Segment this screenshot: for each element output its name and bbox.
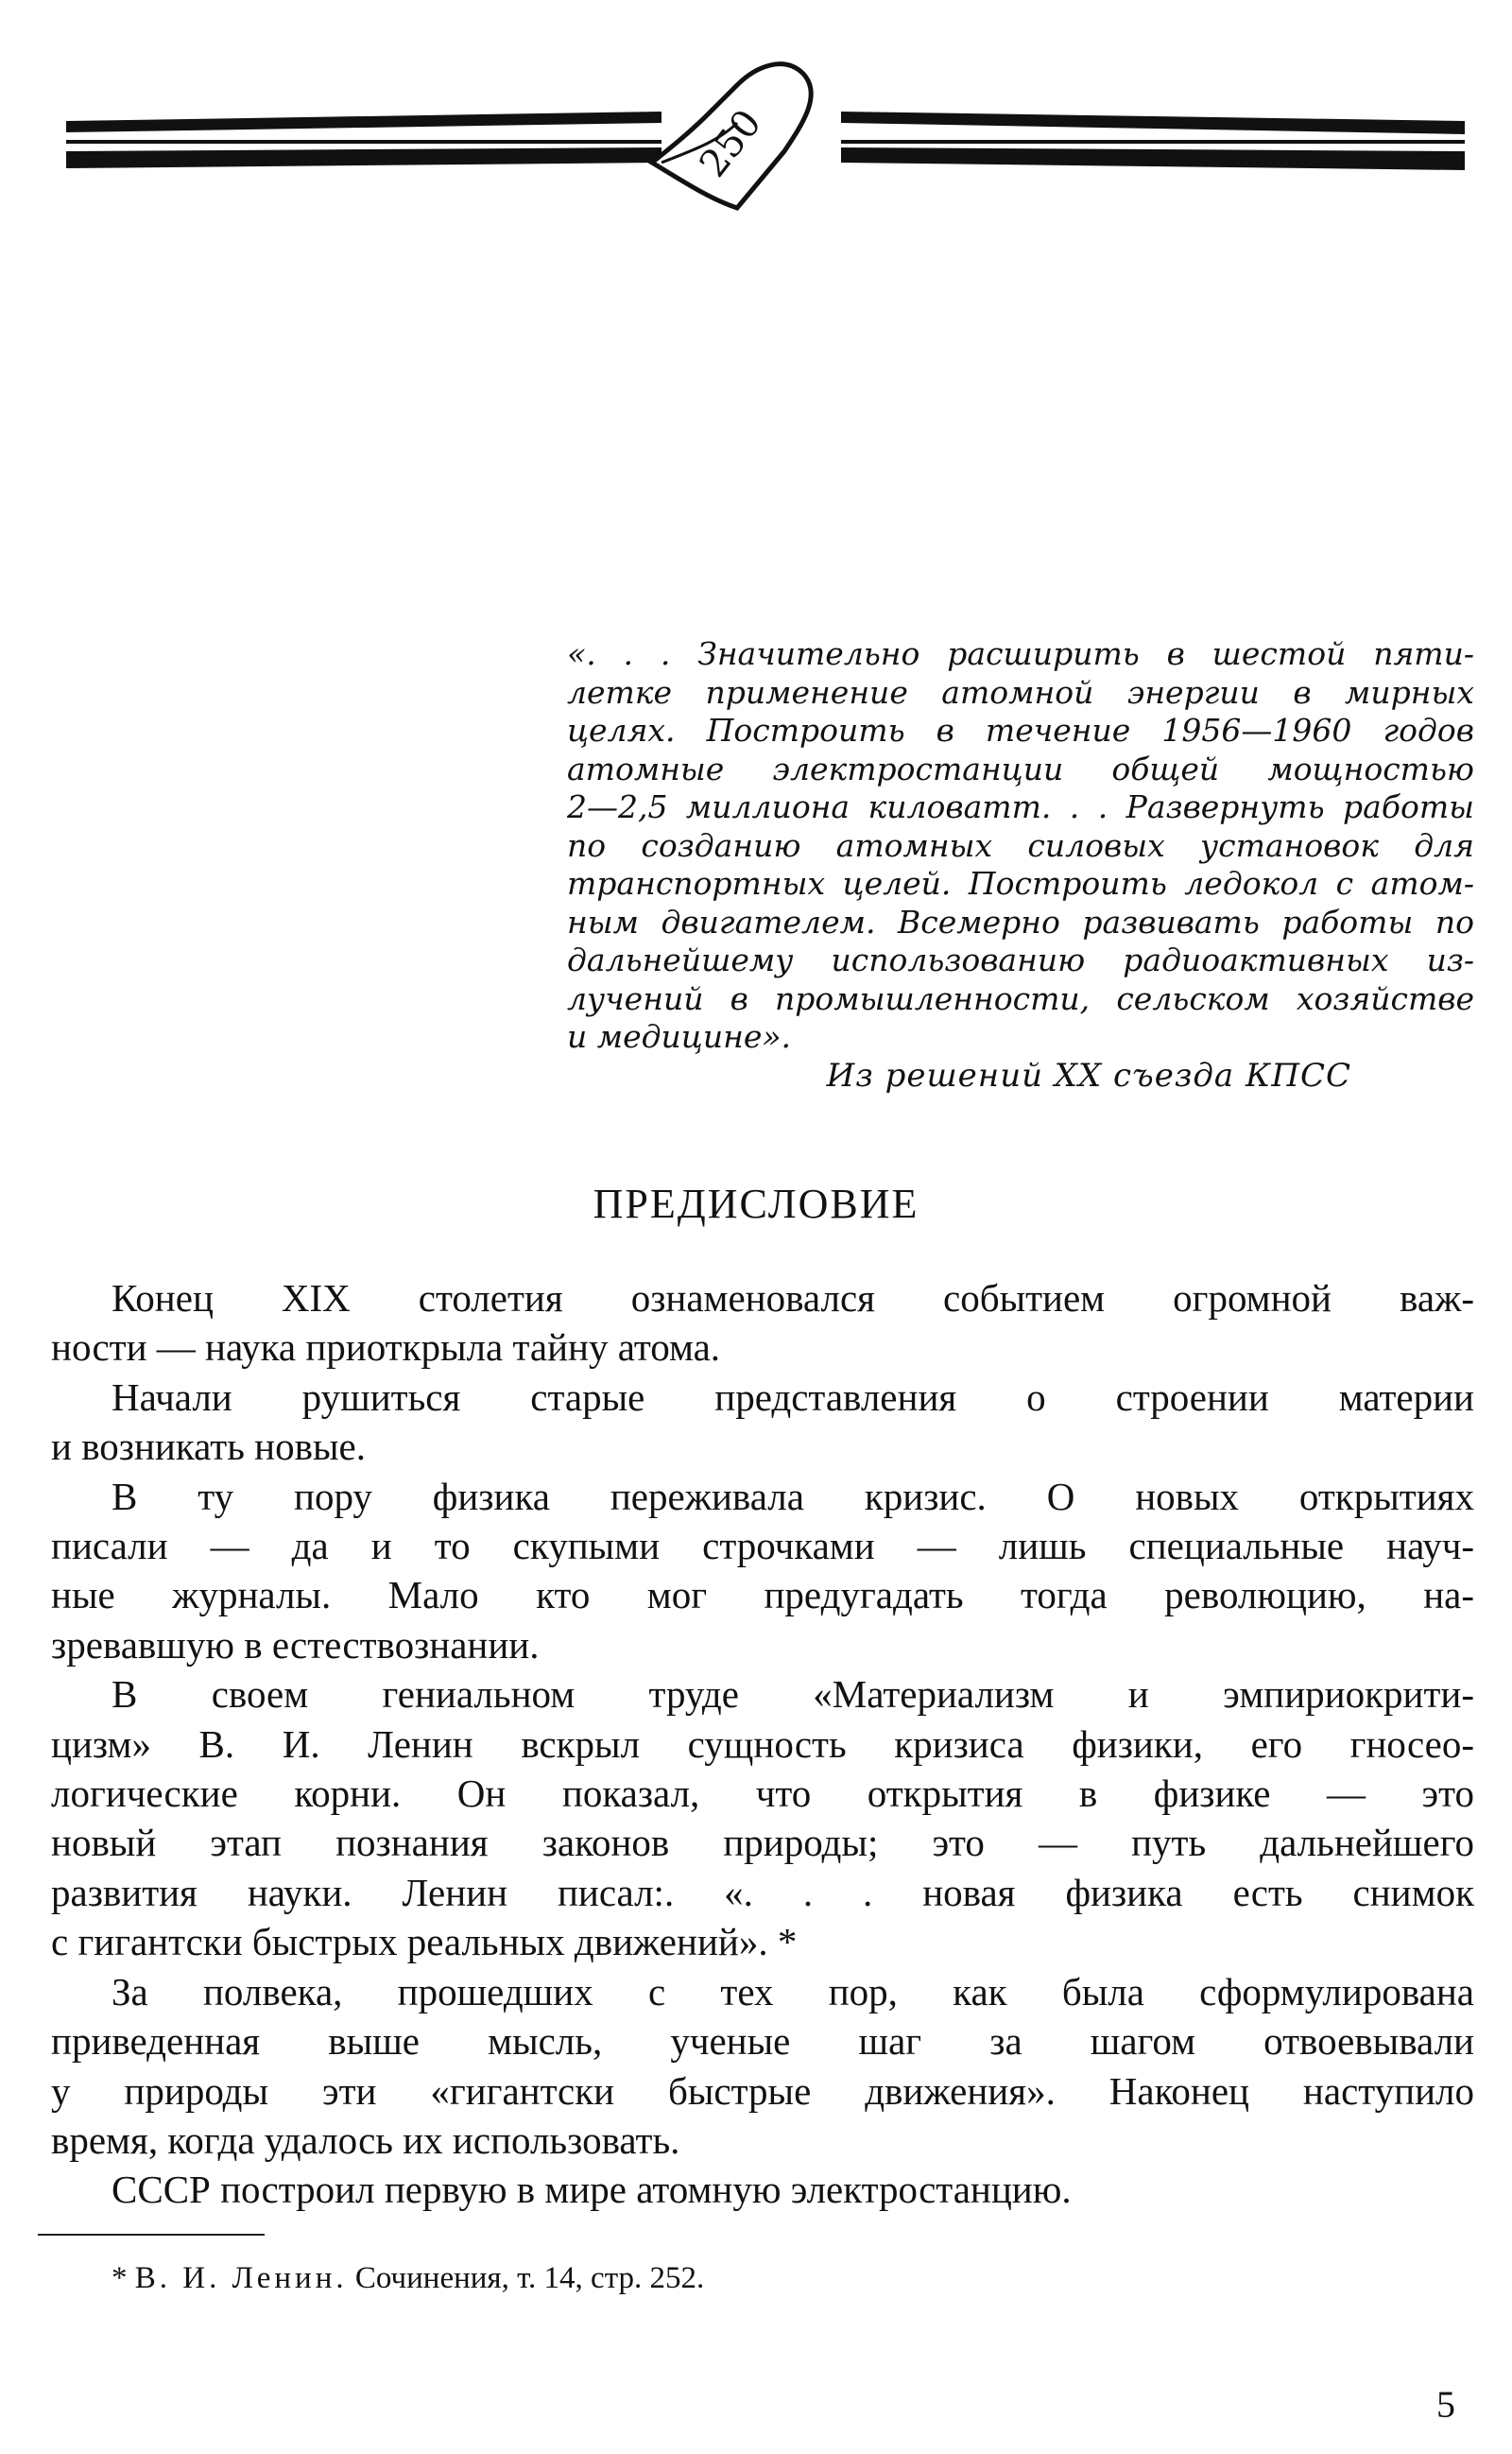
body-line: новый этап познания законов природы; это — путь дальнейшего [51,1821,1474,1865]
body-line: логические корни. Он показал, что открытия в физике — это [51,1771,1474,1816]
body-line: писали — да и то скупыми строчками — лишь специальные науч- [51,1524,1474,1568]
epigraph-source: Из решений XX съезда КПСС [826,1057,1351,1095]
body-line: В своем гениальном труде «Материализм и эмпириокрити- [112,1672,1474,1717]
ornament-rule-right [841,112,1465,134]
page-number: 5 [1436,2383,1455,2426]
body-line: зревавшую в естествознании. [51,1622,540,1667]
epigraph-line: и медицине». [567,1018,792,1055]
ornament-rule-left-lower [66,147,662,168]
body-line: и возникать новые. [51,1425,366,1469]
body-line: приведенная выше мысль, ученые шаг за шагом отвоевывали [51,2019,1474,2064]
body-line: Конец XIX столетия ознаменовался событием огромной важ- [112,1276,1474,1320]
ornament-thin-rule-left [66,140,662,144]
footnote-author: В. И. Ленин. [134,2261,348,2295]
body-line: СССР построил первую в мире атомную электростанцию. [112,2168,1072,2212]
page-title: ПРЕДИСЛОВИЕ [593,1181,919,1227]
footnote-rule [38,2234,265,2236]
epigraph-line: 2—2,5 миллиона киловатт. . . Развернуть работы [567,788,1474,825]
epigraph-line: «. . . Значительно расширить в шестой пяти- [567,635,1474,672]
body-line: В ту пору физика переживала кризис. О новых открытиях [112,1474,1474,1518]
epigraph-line: ным двигателем. Всемерно развивать работы по [567,903,1474,941]
epigraph-line: лучений в промышленности, сельском хозяйстве [567,979,1474,1017]
epigraph-line: летке применение атомной энергии в мирных [567,673,1474,711]
ornament-thin-rule-right [841,140,1465,144]
body-line: цизм» В. И. Ленин вскрыл сущность кризиса физики, его гносео- [51,1721,1474,1766]
epigraph-line: дальнейшему использованию радиоактивных из- [567,942,1474,978]
header-ornament [57,57,1474,217]
body-line: За полвека, прошедших с тех пор, как была сформулирована [112,1969,1474,2013]
body-line: развития науки. Ленин писал:. «. . . новая физика есть снимок [51,1870,1474,1914]
body-line: время, когда удалось их использовать. [51,2117,680,2162]
ornament-rule-right-lower [841,147,1465,170]
epigraph-line: целях. Построить в течение 1956—1960 годов [567,712,1474,749]
body-line: ные журналы. Мало кто мог предугадать тогда революцию, на- [51,1573,1474,1617]
epigraph [567,635,1474,1057]
ornament-number: 250 [691,101,770,186]
epigraph-line: по созданию атомных силовых установок для [567,826,1474,864]
epigraph-line: атомные электростанции общей мощностью [567,750,1474,787]
body-text [51,1273,1474,2215]
body-line: с гигантски быстрых реальных движений». * [51,1920,798,1964]
ornament-rule-left [66,112,662,132]
body-line: у природы эти «гигантски быстрые движения». Наконец наступило [51,2068,1474,2113]
footnote [112,2261,704,2296]
body-line: Начали рушиться старые представления о строении материи [112,1374,1474,1419]
footnote-marker: * [112,2261,128,2295]
epigraph-line: транспортных целей. Построить ледокол с атом- [567,865,1474,902]
body-line: ности — наука приоткрыла тайну атома. [51,1325,721,1370]
footnote-work: Сочинения, т. 14, стр. 252. [354,2261,705,2295]
